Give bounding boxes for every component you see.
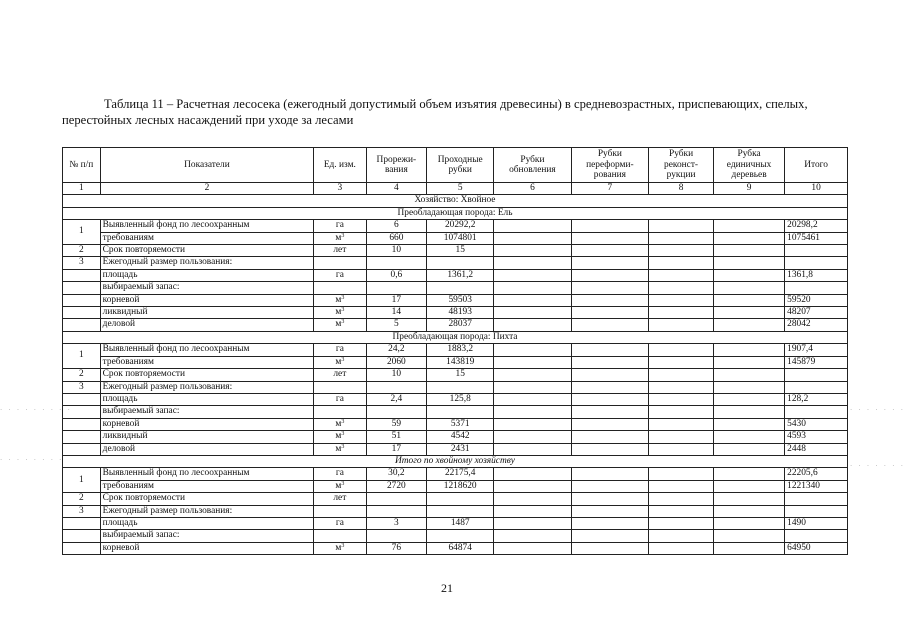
unit-cell: га — [314, 220, 366, 232]
table-row — [63, 542, 848, 554]
cutting-area-table — [62, 147, 848, 555]
scan-artifact: · · · · · · · — [850, 462, 905, 470]
row-label: требованиям — [100, 232, 314, 244]
column-number: 7 — [571, 183, 648, 195]
row-label: деловой — [100, 443, 314, 455]
value-cell: 1487 — [427, 517, 494, 529]
row-label: корневой — [100, 542, 314, 554]
table-row — [63, 393, 848, 405]
unit-cell: га — [314, 393, 366, 405]
column-number: 2 — [100, 183, 314, 195]
row-label: Выявленный фонд по лесоохранным — [100, 344, 314, 356]
column-number: 8 — [649, 183, 714, 195]
col-header-total: Итого — [785, 148, 848, 183]
value-cell: 0,6 — [366, 269, 427, 281]
row-label: выбираемый запас: — [100, 406, 314, 418]
total-cell: 145879 — [785, 356, 848, 368]
row-label: площадь — [100, 517, 314, 529]
section-row-spruce — [63, 207, 848, 219]
col-header-unit: Ед. изм. — [314, 148, 366, 183]
unit-cell: га — [314, 468, 366, 480]
row-label: Выявленный фонд по лесоохранным — [100, 220, 314, 232]
section-row-total — [63, 455, 848, 467]
table-row — [63, 493, 848, 505]
table-row — [63, 319, 848, 331]
table-row — [63, 220, 848, 232]
col-header-renewal: Рубки обновления — [494, 148, 571, 183]
col-header-reform: Рубки переформи-рования — [571, 148, 648, 183]
row-label: Срок повторяемости — [100, 369, 314, 381]
row-label: требованиям — [100, 480, 314, 492]
value-cell: 48193 — [427, 307, 494, 319]
value-cell: 1361,2 — [427, 269, 494, 281]
page-number: 21 — [441, 581, 453, 595]
column-number: 3 — [314, 183, 366, 195]
table-caption: Таблица 11 – Расчетная лесосека (ежегодный допустимый объем изъятия древесины) в средневозрастных, приспевающих, спелых, перестойных лесных насаждений при уходе за лесами — [62, 97, 808, 127]
value-cell: 15 — [427, 245, 494, 257]
total-cell: 2448 — [785, 443, 848, 455]
section-title-spruce: Преобладающая порода: Ель — [63, 207, 848, 219]
table-row — [63, 418, 848, 430]
value-cell: 3 — [366, 517, 427, 529]
unit-cell: $м^3$ — [314, 542, 366, 554]
table-row — [63, 269, 848, 281]
value-cell: 1218620 — [427, 480, 494, 492]
unit-cell: $м^3$ — [314, 443, 366, 455]
total-cell: 1361,8 — [785, 269, 848, 281]
row-label: площадь — [100, 393, 314, 405]
table-row — [63, 480, 848, 492]
value-cell: 14 — [366, 307, 427, 319]
value-cell: 143819 — [427, 356, 494, 368]
row-number: 3 — [63, 505, 101, 517]
table-row — [63, 307, 848, 319]
col-header-indicators: Показатели — [100, 148, 314, 183]
table-row — [63, 443, 848, 455]
row-number: 2 — [63, 493, 101, 505]
total-cell: 1907,4 — [785, 344, 848, 356]
total-cell: 5430 — [785, 418, 848, 430]
row-label: Срок повторяемости — [100, 493, 314, 505]
table-row — [63, 505, 848, 517]
table-row — [63, 406, 848, 418]
total-cell: 20298,2 — [785, 220, 848, 232]
value-cell: 2,4 — [366, 393, 427, 405]
value-cell: 660 — [366, 232, 427, 244]
value-cell: 2720 — [366, 480, 427, 492]
table-row — [63, 356, 848, 368]
row-number: 2 — [63, 369, 101, 381]
row-label: Ежегодный размер пользования: — [100, 505, 314, 517]
row-number: 3 — [63, 381, 101, 393]
table-row — [63, 344, 848, 356]
row-label: выбираемый запас: — [100, 282, 314, 294]
total-cell: 48207 — [785, 307, 848, 319]
section-title-fir: Преобладающая порода: Пихта — [63, 331, 848, 343]
total-cell: 1075461 — [785, 232, 848, 244]
value-cell: 64874 — [427, 542, 494, 554]
column-number-row — [63, 183, 848, 195]
row-label: выбираемый запас: — [100, 530, 314, 542]
value-cell: 15 — [427, 369, 494, 381]
unit-cell: лет — [314, 493, 366, 505]
col-header-thinning: Прорежи-вания — [366, 148, 427, 183]
value-cell: 28037 — [427, 319, 494, 331]
col-header-n: № п/п — [63, 148, 101, 183]
scan-artifact: · · · · · · · · · — [0, 406, 72, 414]
col-header-single: Рубка единичных деревьев — [714, 148, 785, 183]
unit-cell: $м^3$ — [314, 294, 366, 306]
row-label: корневой — [100, 294, 314, 306]
total-cell: 59520 — [785, 294, 848, 306]
row-number: 3 — [63, 257, 101, 269]
unit-cell: $м^3$ — [314, 232, 366, 244]
unit-cell: га — [314, 517, 366, 529]
column-number: 4 — [366, 183, 427, 195]
unit-cell: $м^3$ — [314, 307, 366, 319]
table-row — [63, 431, 848, 443]
total-cell: 1490 — [785, 517, 848, 529]
row-label: Срок повторяемости — [100, 245, 314, 257]
table-row — [63, 517, 848, 529]
column-number: 5 — [427, 183, 494, 195]
value-cell: 10 — [366, 245, 427, 257]
value-cell: 10 — [366, 369, 427, 381]
row-label: корневой — [100, 418, 314, 430]
row-number: 1 — [63, 220, 101, 245]
row-number: 1 — [63, 468, 101, 493]
row-label: Ежегодный размер пользования: — [100, 257, 314, 269]
value-cell: 2060 — [366, 356, 427, 368]
table-row — [63, 257, 848, 269]
table-row — [63, 282, 848, 294]
section-row-fir — [63, 331, 848, 343]
value-cell: 5 — [366, 319, 427, 331]
row-label: ликвидный — [100, 431, 314, 443]
section-row-farm — [63, 195, 848, 207]
table-row — [63, 468, 848, 480]
total-cell: 1221340 — [785, 480, 848, 492]
value-cell: 51 — [366, 431, 427, 443]
value-cell: 4542 — [427, 431, 494, 443]
value-cell: 17 — [366, 294, 427, 306]
col-header-passage: Проходные рубки — [427, 148, 494, 183]
table-row — [63, 530, 848, 542]
unit-cell: $м^3$ — [314, 356, 366, 368]
value-cell: 59 — [366, 418, 427, 430]
value-cell: 1074801 — [427, 232, 494, 244]
value-cell: 20292,2 — [427, 220, 494, 232]
column-number: 10 — [785, 183, 848, 195]
row-label: деловой — [100, 319, 314, 331]
unit-cell: $м^3$ — [314, 418, 366, 430]
row-label: ликвидный — [100, 307, 314, 319]
table-row — [63, 369, 848, 381]
unit-cell: га — [314, 269, 366, 281]
column-number: 1 — [63, 183, 101, 195]
row-label: требованиям — [100, 356, 314, 368]
value-cell: 17 — [366, 443, 427, 455]
value-cell: 125,8 — [427, 393, 494, 405]
table-row — [63, 294, 848, 306]
row-label: Ежегодный размер пользования: — [100, 381, 314, 393]
row-label: площадь — [100, 269, 314, 281]
scan-artifact: · · · · · · · — [850, 406, 905, 414]
table-row — [63, 245, 848, 257]
column-number: 6 — [494, 183, 571, 195]
value-cell: 1883,2 — [427, 344, 494, 356]
unit-cell: лет — [314, 369, 366, 381]
value-cell: 76 — [366, 542, 427, 554]
unit-cell: $м^3$ — [314, 319, 366, 331]
header-row — [63, 148, 848, 183]
total-cell: 22205,6 — [785, 468, 848, 480]
value-cell: 6 — [366, 220, 427, 232]
table-row — [63, 381, 848, 393]
unit-cell: лет — [314, 245, 366, 257]
unit-cell: $м^3$ — [314, 431, 366, 443]
section-title-total: Итого по хвойному хозяйству — [63, 455, 848, 467]
value-cell: 5371 — [427, 418, 494, 430]
row-label: Выявленный фонд по лесоохранным — [100, 468, 314, 480]
total-cell: 4593 — [785, 431, 848, 443]
row-number: 1 — [63, 344, 101, 369]
section-title-farm: Хозяйство: Хвойное — [63, 195, 848, 207]
unit-cell: га — [314, 344, 366, 356]
row-number: 2 — [63, 245, 101, 257]
value-cell: 30,2 — [366, 468, 427, 480]
unit-cell: $м^3$ — [314, 480, 366, 492]
value-cell: 2431 — [427, 443, 494, 455]
value-cell: 22175,4 — [427, 468, 494, 480]
total-cell: 64950 — [785, 542, 848, 554]
total-cell: 28042 — [785, 319, 848, 331]
total-cell: 128,2 — [785, 393, 848, 405]
column-number: 9 — [714, 183, 785, 195]
scan-artifact: · · · · · · · · — [0, 456, 64, 464]
table-row — [63, 232, 848, 244]
value-cell: 59503 — [427, 294, 494, 306]
col-header-reconstr: Рубки реконст-рукции — [649, 148, 714, 183]
value-cell: 24,2 — [366, 344, 427, 356]
